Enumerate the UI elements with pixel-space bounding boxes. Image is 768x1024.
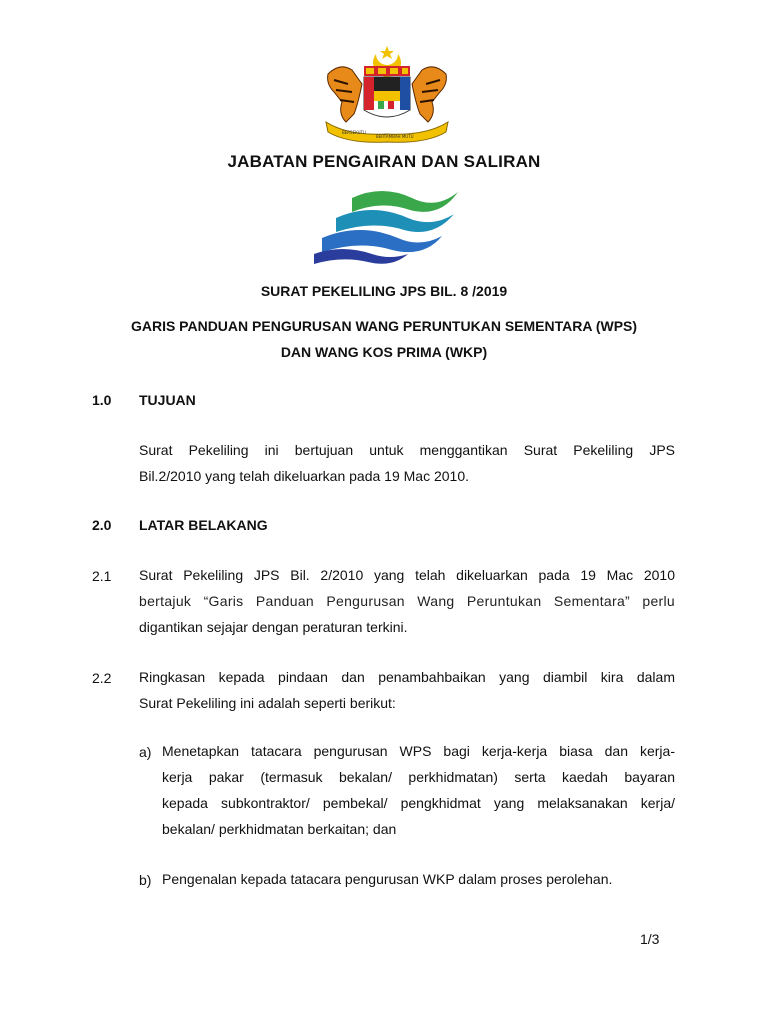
- list-item-line: kepada subkontraktor/ pembekal/ pengkhidmat yang melaksanakan kerja/: [162, 795, 675, 811]
- circular-title-line-1: GARIS PANDUAN PENGURUSAN WANG PERUNTUKAN SEMENTARA (WPS): [130, 318, 638, 334]
- paragraph-2-1-number: 2.1: [92, 568, 112, 584]
- svg-text:BERTAMBAH MUTU: BERTAMBAH MUTU: [376, 134, 414, 139]
- paragraph-line: Surat Pekeliling JPS Bil. 2/2010 yang telah dikeluarkan pada 19 Mac 2010: [139, 567, 675, 583]
- paragraph-2-2-number: 2.2: [92, 670, 112, 686]
- list-item-b-label: b): [139, 872, 152, 888]
- section-1-paragraph: [139, 437, 675, 489]
- jps-wave-logo-icon: [312, 188, 460, 266]
- list-item-line: kerja pakar (termasuk bekalan/ perkhidmatan) serta kaedah bayaran: [162, 769, 675, 785]
- list-item-a: [162, 738, 675, 842]
- section-1-title: TUJUAN: [139, 392, 196, 408]
- paragraph-2-1: [139, 562, 675, 640]
- section-2-title: LATAR BELAKANG: [139, 517, 268, 533]
- list-item-b: [162, 866, 675, 892]
- paragraph-line: bertajuk “Garis Panduan Pengurusan Wang Peruntukan Sementara” perlu: [139, 593, 675, 609]
- section-1-number: 1.0: [92, 392, 112, 408]
- paragraph-line: Surat Pekeliling ini adalah seperti berikut:: [139, 695, 396, 711]
- list-item-line: bekalan/ perkhidmatan berkaitan; dan: [162, 821, 397, 837]
- list-item-line: Pengenalan kepada tatacara pengurusan WKP dalam proses perolehan.: [162, 871, 613, 887]
- paragraph-line: Bil.2/2010 yang telah dikeluarkan pada 19 Mac 2010.: [139, 468, 470, 484]
- section-2-number: 2.0: [92, 517, 112, 533]
- paragraph-line: Surat Pekeliling ini bertujuan untuk menggantikan Surat Pekeliling JPS: [139, 442, 675, 458]
- circular-title-line-2: DAN WANG KOS PRIMA (WKP): [280, 344, 488, 360]
- list-item-a-label: a): [139, 744, 152, 760]
- circular-number: SURAT PEKELILING JPS BIL. 8 /2019: [260, 283, 508, 299]
- paragraph-line: Ringkasan kepada pindaan dan penambahbaikan yang diambil kira dalam: [139, 669, 675, 685]
- page-number: 1/3: [640, 931, 660, 947]
- paragraph-2-2: [139, 664, 675, 716]
- paragraph-line: digantikan sejajar dengan peraturan terkini.: [139, 619, 408, 635]
- department-title: JABATAN PENGAIRAN DAN SALIRAN: [227, 152, 541, 171]
- svg-text:BERSEKUTU: BERSEKUTU: [342, 130, 366, 135]
- malaysia-coat-of-arms-icon: [318, 44, 456, 144]
- list-item-line: Menetapkan tatacara pengurusan WPS bagi kerja-kerja biasa dan kerja-: [162, 743, 675, 759]
